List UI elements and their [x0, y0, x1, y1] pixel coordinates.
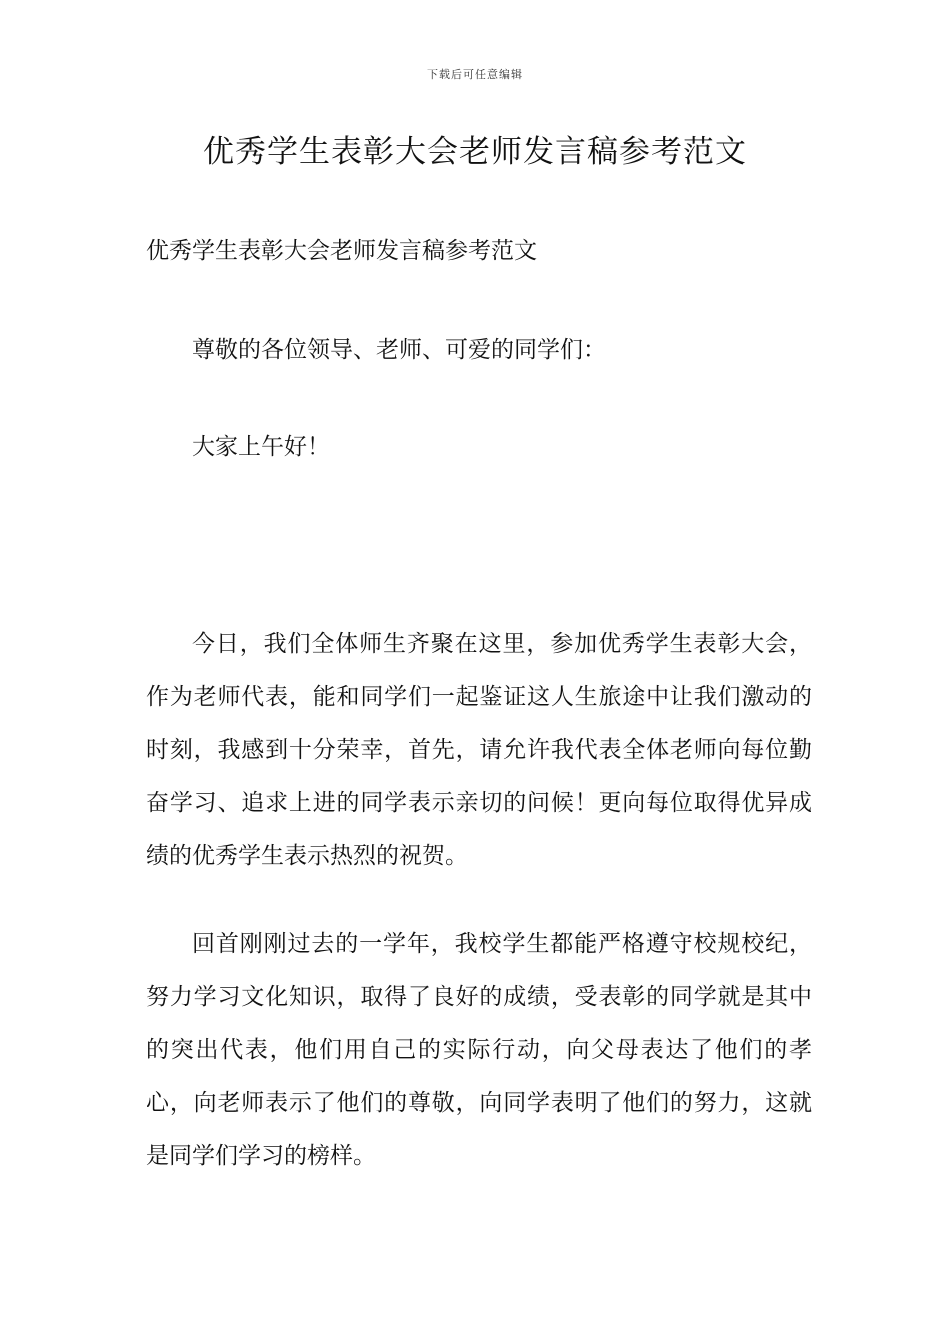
salutation-paragraph: 大家上午好！ — [192, 434, 330, 460]
document-title: 优秀学生表彰大会老师发言稿参考范文 — [203, 134, 747, 170]
body-paragraph-2: 回首刚刚过去的一学年，我校学生都能严格遵守校规校纪，努力学习文化知识，取得了良好的成绩，受表彰的同学就是其中的突出代表，他们用自己的实际行动，向父母表达了他们的孝心，向老师表示了他们的尊敬，向同学表明了他们的努力，这就是同学们学习的榜样。 — [146, 931, 812, 1169]
body-paragraph-1: 今日，我们全体师生齐聚在这里，参加优秀学生表彰大会，作为老师代表，能和同学们一起鉴证这人生旅途中让我们激动的时刻，我感到十分荣幸，首先，请允许我代表全体老师向每位勤奋学习、追求上进的同学表示亲切的问候！更向每位取得优异成绩的优秀学生表示热烈的祝贺。 — [146, 631, 812, 869]
greeting-paragraph: 尊敬的各位领导、老师、可爱的同学们： — [192, 337, 606, 363]
header-note: 下载后可任意编辑 — [427, 68, 523, 81]
document-subtitle: 优秀学生表彰大会老师发言稿参考范文 — [146, 238, 537, 264]
